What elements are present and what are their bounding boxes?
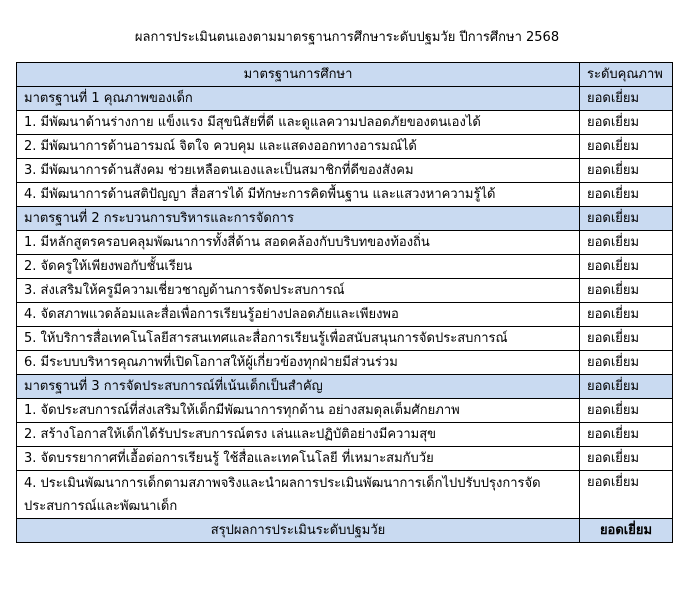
item-text: 3. มีพัฒนาการด้านสังคม ช่วยเหลือตนเองและเป็นสมาชิกที่ดีของสังคม [17,159,580,183]
table-header-row [17,63,673,87]
table-row [17,447,673,471]
item-text: 3. จัดบรรยากาศที่เอื้อต่อการเรียนรู้ ใช้สื่อและเทคโนโลยี ที่เหมาะสมกับวัย [17,447,580,471]
standard-row-3 [17,375,673,399]
item-level: ยอดเยี่ยม [580,255,673,279]
item-text: 2. สร้างโอกาสให้เด็กได้รับประสบการณ์ตรง เล่นและปฏิบัติอย่างมีความสุข [17,423,580,447]
item-level: ยอดเยี่ยม [580,135,673,159]
item-text: 2. จัดครูให้เพียงพอกับชั้นเรียน [17,255,580,279]
item-level: ยอดเยี่ยม [580,303,673,327]
assessment-table [16,62,673,543]
item-text: 5. ให้บริการสื่อเทคโนโลยีสารสนเทศและสื่อการเรียนรู้เพื่อสนับสนุนการจัดประสบการณ์ [17,327,580,351]
table-row [17,135,673,159]
item-text: 4. ประเมินพัฒนาการเด็กตามสภาพจริงและนำผลการประเมินพัฒนาการเด็กไปปรับปรุงการจัดประสบการณ์และพัฒนาเด็ก [17,471,580,519]
table-row [17,159,673,183]
standard-level: ยอดเยี่ยม [580,375,673,399]
page-title: ผลการประเมินตนเองตามมาตรฐานการศึกษาระดับปฐมวัย ปีการศึกษา 2568 [134,30,560,45]
standard-name: มาตรฐานที่ 1 คุณภาพของเด็ก [17,87,580,111]
summary-level: ยอดเยี่ยม [580,519,673,543]
item-level: ยอดเยี่ยม [580,327,673,351]
standard-name: มาตรฐานที่ 3 การจัดประสบการณ์ที่เน้นเด็กเป็นสำคัญ [17,375,580,399]
header-standard: มาตรฐานการศึกษา [17,63,580,87]
standard-row-2 [17,207,673,231]
table-row [17,111,673,135]
item-level: ยอดเยี่ยม [580,399,673,423]
item-text: 1. มีหลักสูตรครอบคลุมพัฒนาการทั้งสี่ด้าน สอดคล้องกับบริบทของท้องถิ่น [17,231,580,255]
item-text: 3. ส่งเสริมให้ครูมีความเชี่ยวชาญด้านการจัดประสบการณ์ [17,279,580,303]
table-row [17,303,673,327]
table-row [17,255,673,279]
item-level: ยอดเยี่ยม [580,471,673,519]
summary-row [17,519,673,543]
standard-name: มาตรฐานที่ 2 กระบวนการบริหารและการจัดการ [17,207,580,231]
item-text: 2. มีพัฒนาการด้านอารมณ์ จิตใจ ควบคุม และแสดงออกทางอารมณ์ได้ [17,135,580,159]
item-level: ยอดเยี่ยม [580,231,673,255]
summary-label: สรุปผลการประเมินระดับปฐมวัย [17,519,580,543]
table-row [17,231,673,255]
item-text: 4. จัดสภาพแวดล้อมและสื่อเพื่อการเรียนรู้อย่างปลอดภัยและเพียงพอ [17,303,580,327]
table-row [17,351,673,375]
table-row [17,279,673,303]
item-level: ยอดเยี่ยม [580,423,673,447]
table-row [17,471,673,519]
table-row [17,423,673,447]
item-level: ยอดเยี่ยม [580,183,673,207]
item-level: ยอดเยี่ยม [580,159,673,183]
standard-level: ยอดเยี่ยม [580,87,673,111]
standard-row-1 [17,87,673,111]
item-level: ยอดเยี่ยม [580,447,673,471]
header-quality-level: ระดับคุณภาพ [580,63,673,87]
item-level: ยอดเยี่ยม [580,351,673,375]
item-level: ยอดเยี่ยม [580,111,673,135]
item-text: 6. มีระบบบริหารคุณภาพที่เปิดโอกาสให้ผู้เกี่ยวข้องทุกฝ่ายมีส่วนร่วม [17,351,580,375]
standard-level: ยอดเยี่ยม [580,207,673,231]
item-level: ยอดเยี่ยม [580,279,673,303]
item-text: 1. มีพัฒนาด้านร่างกาย แข็งแรง มีสุขนิสัยที่ดี และดูแลความปลอดภัยของตนเองได้ [17,111,580,135]
table-row [17,183,673,207]
item-text: 1. จัดประสบการณ์ที่ส่งเสริมให้เด็กมีพัฒนาการทุกด้าน อย่างสมดุลเต็มศักยภาพ [17,399,580,423]
table-row [17,399,673,423]
item-text: 4. มีพัฒนาการด้านสติปัญญา สื่อสารได้ มีทักษะการคิดพื้นฐาน และแสวงหาความรู้ได้ [17,183,580,207]
table-row [17,327,673,351]
